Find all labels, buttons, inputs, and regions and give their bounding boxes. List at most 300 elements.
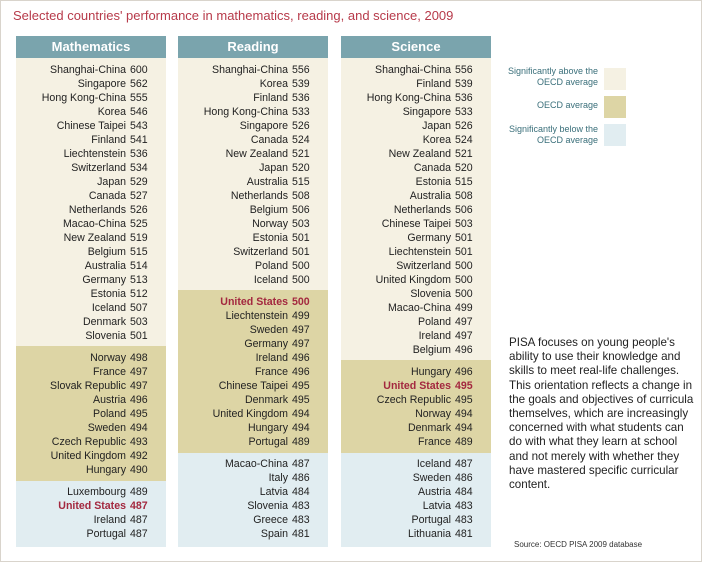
country-name: Netherlands (230, 190, 288, 202)
score-value: 527 (130, 190, 148, 202)
country-name: Estonia (90, 288, 126, 300)
science-band-average (341, 360, 491, 453)
score-value: 487 (130, 500, 148, 512)
score-value: 524 (455, 134, 473, 146)
reading-band-average (178, 290, 328, 453)
table-row (341, 245, 491, 259)
table-row (341, 287, 491, 301)
science-header: Science (341, 36, 491, 58)
country-name: Shanghai-China (50, 64, 126, 76)
country-name: Sweden (249, 324, 288, 336)
country-name: Poland (255, 260, 288, 272)
score-value: 496 (455, 344, 473, 356)
score-value: 483 (292, 500, 310, 512)
table-row (341, 259, 491, 273)
country-name: Norway (415, 408, 451, 420)
score-value: 500 (292, 296, 310, 308)
table-row (341, 119, 491, 133)
country-name: Finland (253, 92, 288, 104)
table-row (16, 449, 166, 463)
score-value: 556 (292, 64, 310, 76)
table-row (341, 315, 491, 329)
country-name: Canada (88, 190, 126, 202)
country-name: Chinese Taipei (381, 218, 451, 230)
country-name: Greece (253, 514, 288, 526)
country-name: Sweden (87, 422, 126, 434)
table-row (178, 527, 328, 541)
table-row (341, 527, 491, 541)
score-value: 499 (455, 302, 473, 314)
score-value: 539 (455, 78, 473, 90)
country-name: Germany (244, 338, 288, 350)
country-name: Latvia (422, 500, 451, 512)
score-value: 519 (130, 232, 148, 244)
table-row (341, 407, 491, 421)
country-name: France (255, 366, 288, 378)
score-value: 600 (130, 64, 148, 76)
score-value: 487 (455, 458, 473, 470)
table-row (16, 175, 166, 189)
table-row (178, 175, 328, 189)
table-row (341, 457, 491, 471)
score-value: 487 (130, 514, 148, 526)
score-value: 536 (292, 92, 310, 104)
country-name: Singapore (77, 78, 126, 90)
score-value: 500 (292, 274, 310, 286)
table-row (16, 105, 166, 119)
table-row (178, 91, 328, 105)
score-value: 508 (292, 190, 310, 202)
score-value: 515 (130, 246, 148, 258)
chart-title: Selected countries' performance in mathematics, reading, and science, 2009 (13, 8, 454, 23)
table-row (341, 421, 491, 435)
table-row (341, 175, 491, 189)
table-row (178, 351, 328, 365)
table-row (178, 105, 328, 119)
country-name: Portugal (248, 436, 288, 448)
table-row (16, 287, 166, 301)
score-value: 533 (292, 106, 310, 118)
country-name: Sweden (412, 472, 451, 484)
score-value: 562 (130, 78, 148, 90)
score-value: 495 (292, 394, 310, 406)
country-name: Japan (422, 120, 451, 132)
country-name: Korea (422, 134, 451, 146)
table-row (178, 513, 328, 527)
score-value: 497 (292, 324, 310, 336)
score-value: 500 (455, 260, 473, 272)
table-row (341, 231, 491, 245)
science-band-below (341, 453, 491, 547)
table-row (341, 513, 491, 527)
table-row (178, 407, 328, 421)
table-row (178, 485, 328, 499)
score-value: 497 (130, 366, 148, 378)
country-name: Poland (93, 408, 126, 420)
score-value: 503 (455, 218, 473, 230)
score-value: 489 (292, 436, 310, 448)
science-column (341, 36, 491, 547)
country-name: Singapore (239, 120, 288, 132)
country-name: Japan (97, 176, 126, 188)
country-name: United States (58, 500, 126, 512)
score-value: 496 (292, 366, 310, 378)
table-row (178, 231, 328, 245)
score-value: 486 (455, 472, 473, 484)
country-name: Korea (97, 106, 126, 118)
score-value: 525 (130, 218, 148, 230)
country-name: Macao-China (224, 458, 288, 470)
score-value: 492 (130, 450, 148, 462)
table-row (178, 323, 328, 337)
country-name: Australia (84, 260, 126, 272)
table-row (341, 273, 491, 287)
score-value: 500 (455, 274, 473, 286)
score-value: 521 (292, 148, 310, 160)
table-row (178, 133, 328, 147)
score-value: 514 (130, 260, 148, 272)
table-row (16, 435, 166, 449)
score-value: 529 (130, 176, 148, 188)
mathematics-band-above (16, 58, 166, 346)
country-name: Latvia (259, 486, 288, 498)
table-row (16, 133, 166, 147)
score-value: 496 (130, 394, 148, 406)
score-value: 555 (130, 92, 148, 104)
table-row (341, 63, 491, 77)
table-row (341, 393, 491, 407)
table-row (341, 435, 491, 449)
country-name: Slovenia (247, 500, 288, 512)
score-value: 501 (455, 232, 473, 244)
score-value: 506 (455, 204, 473, 216)
table-row (16, 259, 166, 273)
score-value: 543 (130, 120, 148, 132)
country-name: Denmark (83, 316, 126, 328)
score-value: 524 (292, 134, 310, 146)
table-row (178, 295, 328, 309)
table-row (341, 365, 491, 379)
score-value: 487 (292, 458, 310, 470)
score-value: 536 (455, 92, 473, 104)
score-value: 497 (455, 316, 473, 328)
score-value: 497 (130, 380, 148, 392)
table-row (341, 217, 491, 231)
table-row (178, 337, 328, 351)
table-row (341, 329, 491, 343)
legend-below-label: Significantly below the OECD average (508, 124, 598, 145)
country-name: Ireland (93, 514, 126, 526)
score-value: 497 (455, 330, 473, 342)
table-row (16, 499, 166, 513)
table-row (341, 77, 491, 91)
score-value: 483 (455, 514, 473, 526)
score-value: 501 (292, 232, 310, 244)
country-name: Belgium (412, 344, 451, 356)
score-value: 556 (455, 64, 473, 76)
table-row (178, 217, 328, 231)
table-row (16, 147, 166, 161)
pisa-note: PISA focuses on young people's ability to use their knowledge and skills to meet real-life challenges. This orientation reflects a change in the goals and objectives of curricula themselves, which are increasingly concerned with what students can do with what they learn at school and not merely with whether they have mastered specific curricular content. (509, 336, 694, 492)
country-name: Norway (90, 352, 126, 364)
country-name: Czech Republic (376, 394, 451, 406)
country-name: Hong Kong-China (366, 92, 451, 104)
table-row (16, 463, 166, 477)
table-row (16, 407, 166, 421)
legend-above-label: Significantly above the OECD average (507, 66, 598, 87)
score-value: 483 (292, 514, 310, 526)
score-value: 493 (130, 436, 148, 448)
score-value: 501 (292, 246, 310, 258)
table-row (16, 231, 166, 245)
table-row (16, 161, 166, 175)
country-name: Belgium (249, 204, 288, 216)
score-value: 481 (292, 528, 310, 540)
country-name: Portugal (86, 528, 126, 540)
mathematics-header: Mathematics (16, 36, 166, 58)
score-value: 536 (130, 148, 148, 160)
country-name: Liechtenstein (388, 246, 451, 258)
mathematics-band-average (16, 346, 166, 481)
score-value: 495 (455, 380, 473, 392)
score-value: 500 (455, 288, 473, 300)
score-value: 507 (130, 302, 148, 314)
country-name: Hungary (247, 422, 288, 434)
table-row (16, 119, 166, 133)
country-name: Germany (82, 274, 126, 286)
country-name: Austria (93, 394, 126, 406)
legend-below-swatch (604, 124, 626, 146)
table-row (341, 471, 491, 485)
country-name: Canada (413, 162, 451, 174)
table-row (16, 365, 166, 379)
country-name: Japan (259, 162, 288, 174)
table-row (178, 379, 328, 393)
score-value: 546 (130, 106, 148, 118)
legend-average-label: OECD average (536, 100, 598, 110)
table-row (178, 365, 328, 379)
country-name: New Zealand (225, 148, 288, 160)
score-value: 503 (292, 218, 310, 230)
table-row (16, 189, 166, 203)
table-row (341, 485, 491, 499)
country-name: Iceland (253, 274, 288, 286)
table-row (16, 421, 166, 435)
table-row (178, 309, 328, 323)
table-row (178, 471, 328, 485)
score-value: 495 (455, 394, 473, 406)
score-value: 520 (455, 162, 473, 174)
table-row (178, 273, 328, 287)
country-name: Lithuania (407, 528, 451, 540)
country-name: Iceland (91, 302, 126, 314)
country-name: New Zealand (63, 232, 126, 244)
table-row (16, 379, 166, 393)
score-value: 494 (455, 408, 473, 420)
country-name: Germany (407, 232, 451, 244)
country-name: Norway (252, 218, 288, 230)
country-name: Ireland (418, 330, 451, 342)
country-name: Finland (416, 78, 451, 90)
table-row (341, 189, 491, 203)
country-name: United States (220, 296, 288, 308)
score-value: 526 (292, 120, 310, 132)
reading-header: Reading (178, 36, 328, 58)
country-name: Czech Republic (51, 436, 126, 448)
score-value: 521 (455, 148, 473, 160)
score-value: 498 (130, 352, 148, 364)
country-name: United Kingdom (375, 274, 451, 286)
table-row (16, 63, 166, 77)
table-row (16, 393, 166, 407)
score-value: 520 (292, 162, 310, 174)
table-row (178, 63, 328, 77)
country-name: Switzerland (233, 246, 288, 258)
legend-average-swatch (604, 96, 626, 118)
country-name: Australia (246, 176, 288, 188)
table-row (16, 351, 166, 365)
table-row (178, 499, 328, 513)
score-value: 501 (130, 330, 148, 342)
country-name: Hong Kong-China (203, 106, 288, 118)
mathematics-column (16, 36, 166, 547)
country-name: New Zealand (388, 148, 451, 160)
score-value: 494 (292, 422, 310, 434)
score-value: 497 (292, 338, 310, 350)
score-value: 515 (455, 176, 473, 188)
score-value: 495 (292, 380, 310, 392)
score-value: 489 (455, 436, 473, 448)
country-name: Canada (250, 134, 288, 146)
table-row (178, 435, 328, 449)
country-name: Slovenia (85, 330, 126, 342)
score-value: 484 (292, 486, 310, 498)
score-value: 481 (455, 528, 473, 540)
score-value: 494 (292, 408, 310, 420)
table-row (178, 119, 328, 133)
score-value: 487 (130, 528, 148, 540)
score-value: 500 (292, 260, 310, 272)
country-name: Ireland (255, 352, 288, 364)
score-value: 484 (455, 486, 473, 498)
country-name: Austria (418, 486, 451, 498)
country-name: Chinese Taipei (218, 380, 288, 392)
country-name: Slovak Republic (50, 380, 126, 392)
country-name: France (93, 366, 126, 378)
score-value: 483 (455, 500, 473, 512)
score-value: 513 (130, 274, 148, 286)
table-row (341, 161, 491, 175)
country-name: Denmark (245, 394, 288, 406)
table-row (341, 203, 491, 217)
table-row (16, 527, 166, 541)
country-name: Liechtenstein (225, 310, 288, 322)
country-name: Finland (91, 134, 126, 146)
table-row (341, 301, 491, 315)
country-name: Shanghai-China (375, 64, 451, 76)
score-value: 496 (455, 366, 473, 378)
table-row (16, 329, 166, 343)
country-name: United Kingdom (212, 408, 288, 420)
mathematics-band-below (16, 481, 166, 547)
table-row (341, 499, 491, 513)
country-name: Hungary (410, 366, 451, 378)
table-row (16, 513, 166, 527)
country-name: Portugal (411, 514, 451, 526)
table-row (16, 485, 166, 499)
country-name: Macao-China (387, 302, 451, 314)
table-row (178, 203, 328, 217)
table-row (16, 301, 166, 315)
country-name: Hong Kong-China (41, 92, 126, 104)
score-value: 534 (130, 162, 148, 174)
table-row (16, 217, 166, 231)
score-value: 501 (455, 246, 473, 258)
score-value: 506 (292, 204, 310, 216)
score-value: 508 (455, 190, 473, 202)
country-name: Chinese Taipei (56, 120, 126, 132)
table-row (178, 421, 328, 435)
table-row (341, 105, 491, 119)
country-name: Switzerland (396, 260, 451, 272)
country-name: Luxembourg (67, 486, 126, 498)
table-row (16, 77, 166, 91)
table-row (178, 189, 328, 203)
country-name: Liechtenstein (63, 148, 126, 160)
science-band-above (341, 58, 491, 360)
table-row (178, 393, 328, 407)
country-name: Switzerland (71, 162, 126, 174)
score-value: 496 (292, 352, 310, 364)
table-row (16, 273, 166, 287)
country-name: Italy (268, 472, 288, 484)
score-value: 512 (130, 288, 148, 300)
reading-band-below (178, 453, 328, 547)
score-value: 515 (292, 176, 310, 188)
score-value: 499 (292, 310, 310, 322)
table-row (16, 245, 166, 259)
country-name: Singapore (402, 106, 451, 118)
score-value: 494 (130, 422, 148, 434)
table-row (341, 343, 491, 357)
reading-band-above (178, 58, 328, 290)
score-value: 490 (130, 464, 148, 476)
table-row (16, 91, 166, 105)
country-name: United Kingdom (50, 450, 126, 462)
table-row (16, 315, 166, 329)
score-value: 526 (455, 120, 473, 132)
legend-above-swatch (604, 68, 626, 90)
country-name: Slovenia (410, 288, 451, 300)
score-value: 489 (130, 486, 148, 498)
country-name: Spain (260, 528, 288, 540)
reading-column (178, 36, 328, 547)
score-value: 495 (130, 408, 148, 420)
country-name: Shanghai-China (212, 64, 288, 76)
country-name: Australia (409, 190, 451, 202)
country-name: Macao-China (62, 218, 126, 230)
score-value: 533 (455, 106, 473, 118)
country-name: Iceland (416, 458, 451, 470)
country-name: Korea (259, 78, 288, 90)
score-value: 539 (292, 78, 310, 90)
table-row (16, 203, 166, 217)
country-name: France (418, 436, 451, 448)
country-name: Netherlands (68, 204, 126, 216)
table-row (178, 259, 328, 273)
score-value: 503 (130, 316, 148, 328)
country-name: Hungary (85, 464, 126, 476)
